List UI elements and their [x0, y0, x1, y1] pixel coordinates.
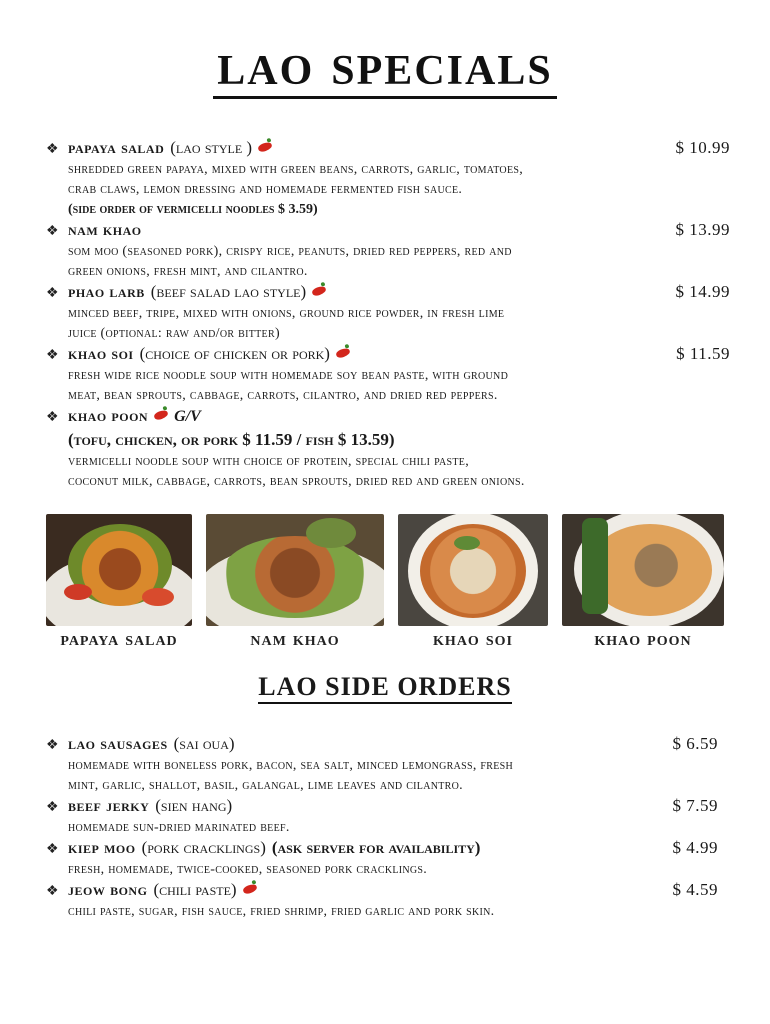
- photo-caption: papaya salad: [60, 628, 178, 650]
- item-description-line: fresh wide rice noodle soup with homemade soy bean paste, with ground: [68, 368, 509, 383]
- item-price: $ 10.99: [675, 138, 730, 157]
- item-side-order: (side order of vermicelli noodles $ 3.59): [68, 202, 318, 217]
- diamond-bullet-icon: ❖: [46, 800, 59, 815]
- chili-pepper-icon: [257, 141, 273, 153]
- menu-item-phao-larb: [46, 282, 730, 344]
- item-price: $ 13.99: [675, 220, 730, 239]
- item-protein-prices: (tofu, chicken, or pork $ 11.59 / fish $ 13.59): [68, 430, 395, 449]
- dish-photos: [46, 514, 724, 630]
- item-price: $ 4.99: [672, 838, 718, 857]
- diamond-bullet-icon: ❖: [46, 884, 59, 899]
- photo-caption: khao poon: [594, 628, 692, 650]
- menu-item-khao-poon: [46, 406, 730, 492]
- diamond-bullet-icon: ❖: [46, 224, 59, 239]
- item-description-line: green onions, fresh mint, and cilantro.: [68, 264, 308, 279]
- chili-pepper-icon: [311, 285, 327, 297]
- item-description-line: minced beef, tripe, mixed with onions, ground rice powder, in fresh lime: [68, 306, 505, 321]
- item-note: (pork cracklings): [141, 838, 266, 857]
- item-name: beef jerky: [68, 796, 150, 815]
- item-note: (choice of chicken or pork): [139, 344, 330, 363]
- item-description-line: crab claws, lemon dressing and homemade fermented fish sauce.: [68, 182, 463, 197]
- chili-pepper-icon: [242, 883, 258, 895]
- item-description-line: homemade with boneless pork, bacon, sea salt, minced lemongrass, fresh: [68, 758, 514, 773]
- item-price: $ 14.99: [675, 282, 730, 301]
- diamond-bullet-icon: ❖: [46, 348, 59, 363]
- item-description-line: chili paste, sugar, fish sauce, fried shrimp, fried garlic and pork skin.: [68, 904, 495, 919]
- item-name: jeow bong: [68, 880, 148, 899]
- item-description-line: meat, bean sprouts, cabbage, carrots, cilantro, and dried red peppers.: [68, 388, 498, 403]
- item-note: (chili paste): [153, 880, 237, 899]
- item-note: (beef salad lao style): [150, 282, 307, 301]
- item-name: kiep moo: [68, 838, 136, 857]
- diamond-bullet-icon: ❖: [46, 410, 59, 425]
- item-note: (sien hang): [155, 796, 233, 815]
- photo-caption: nam khao: [250, 628, 340, 650]
- diamond-bullet-icon: ❖: [46, 286, 59, 301]
- item-price: $ 7.59: [672, 796, 718, 815]
- menu-item-jeow-bong: [46, 880, 718, 922]
- item-description-line: coconut milk, cabbage, carrots, bean sprouts, dried red and green onions.: [68, 474, 525, 489]
- diamond-bullet-icon: ❖: [46, 842, 59, 857]
- item-name: phao larb: [68, 282, 145, 301]
- khao-poon-photo: [562, 514, 724, 626]
- item-description-line: som moo (seasoned pork), crispy rice, peanuts, dried red peppers, red and: [68, 244, 512, 259]
- item-note: (sai oua): [173, 734, 235, 753]
- item-price: $ 6.59: [672, 734, 718, 753]
- diamond-bullet-icon: ❖: [46, 738, 59, 753]
- item-note: (lao style ): [170, 138, 253, 157]
- chili-pepper-icon: [153, 409, 169, 421]
- chili-pepper-icon: [335, 347, 351, 359]
- item-name: khao poon: [68, 406, 149, 425]
- menu-item-khao-soi: [46, 344, 730, 406]
- khao-soi-photo: [398, 514, 548, 626]
- item-description-line: mint, garlic, shallot, basil, galangal, lime leaves and cilantro.: [68, 778, 463, 793]
- photo-caption: khao soi: [433, 628, 513, 650]
- item-description-line: vermicelli noodle soup with choice of protein, special chili paste,: [68, 454, 470, 469]
- item-name: khao soi: [68, 344, 134, 363]
- item-description-line: shredded green papaya, mixed with green beans, carrots, garlic, tomatoes,: [68, 162, 524, 177]
- item-description-line: juice (optional: raw and/or bitter): [68, 326, 280, 341]
- page-title: lao specials: [0, 30, 770, 99]
- menu-item-nam-khao: [46, 220, 730, 282]
- menu-item-lao-sausages: [46, 734, 718, 796]
- papaya-salad-photo: [46, 514, 192, 626]
- side-orders-list: [46, 734, 718, 922]
- menu-item-beef-jerky: [46, 796, 718, 838]
- item-name: papaya salad: [68, 138, 165, 157]
- item-dietary-tag: G/V: [174, 408, 201, 425]
- availability-note: (ask server for availability): [271, 838, 481, 857]
- item-price: $ 11.59: [676, 344, 730, 363]
- diamond-bullet-icon: ❖: [46, 142, 59, 157]
- item-description-line: fresh, homemade, twice-cooked, seasoned pork cracklings.: [68, 862, 428, 877]
- menu-item-papaya-salad: [46, 138, 730, 220]
- item-price: $ 4.59: [672, 880, 718, 899]
- item-description-line: homemade sun-dried marinated beef.: [68, 820, 290, 835]
- menu-item-kiep-moo: [46, 838, 718, 880]
- item-name: lao sausages: [68, 734, 168, 753]
- specials-list: [46, 138, 730, 492]
- item-name: nam khao: [68, 220, 142, 239]
- section-title: LAO SIDE ORDERS: [0, 672, 770, 702]
- nam-khao-photo: [206, 514, 384, 626]
